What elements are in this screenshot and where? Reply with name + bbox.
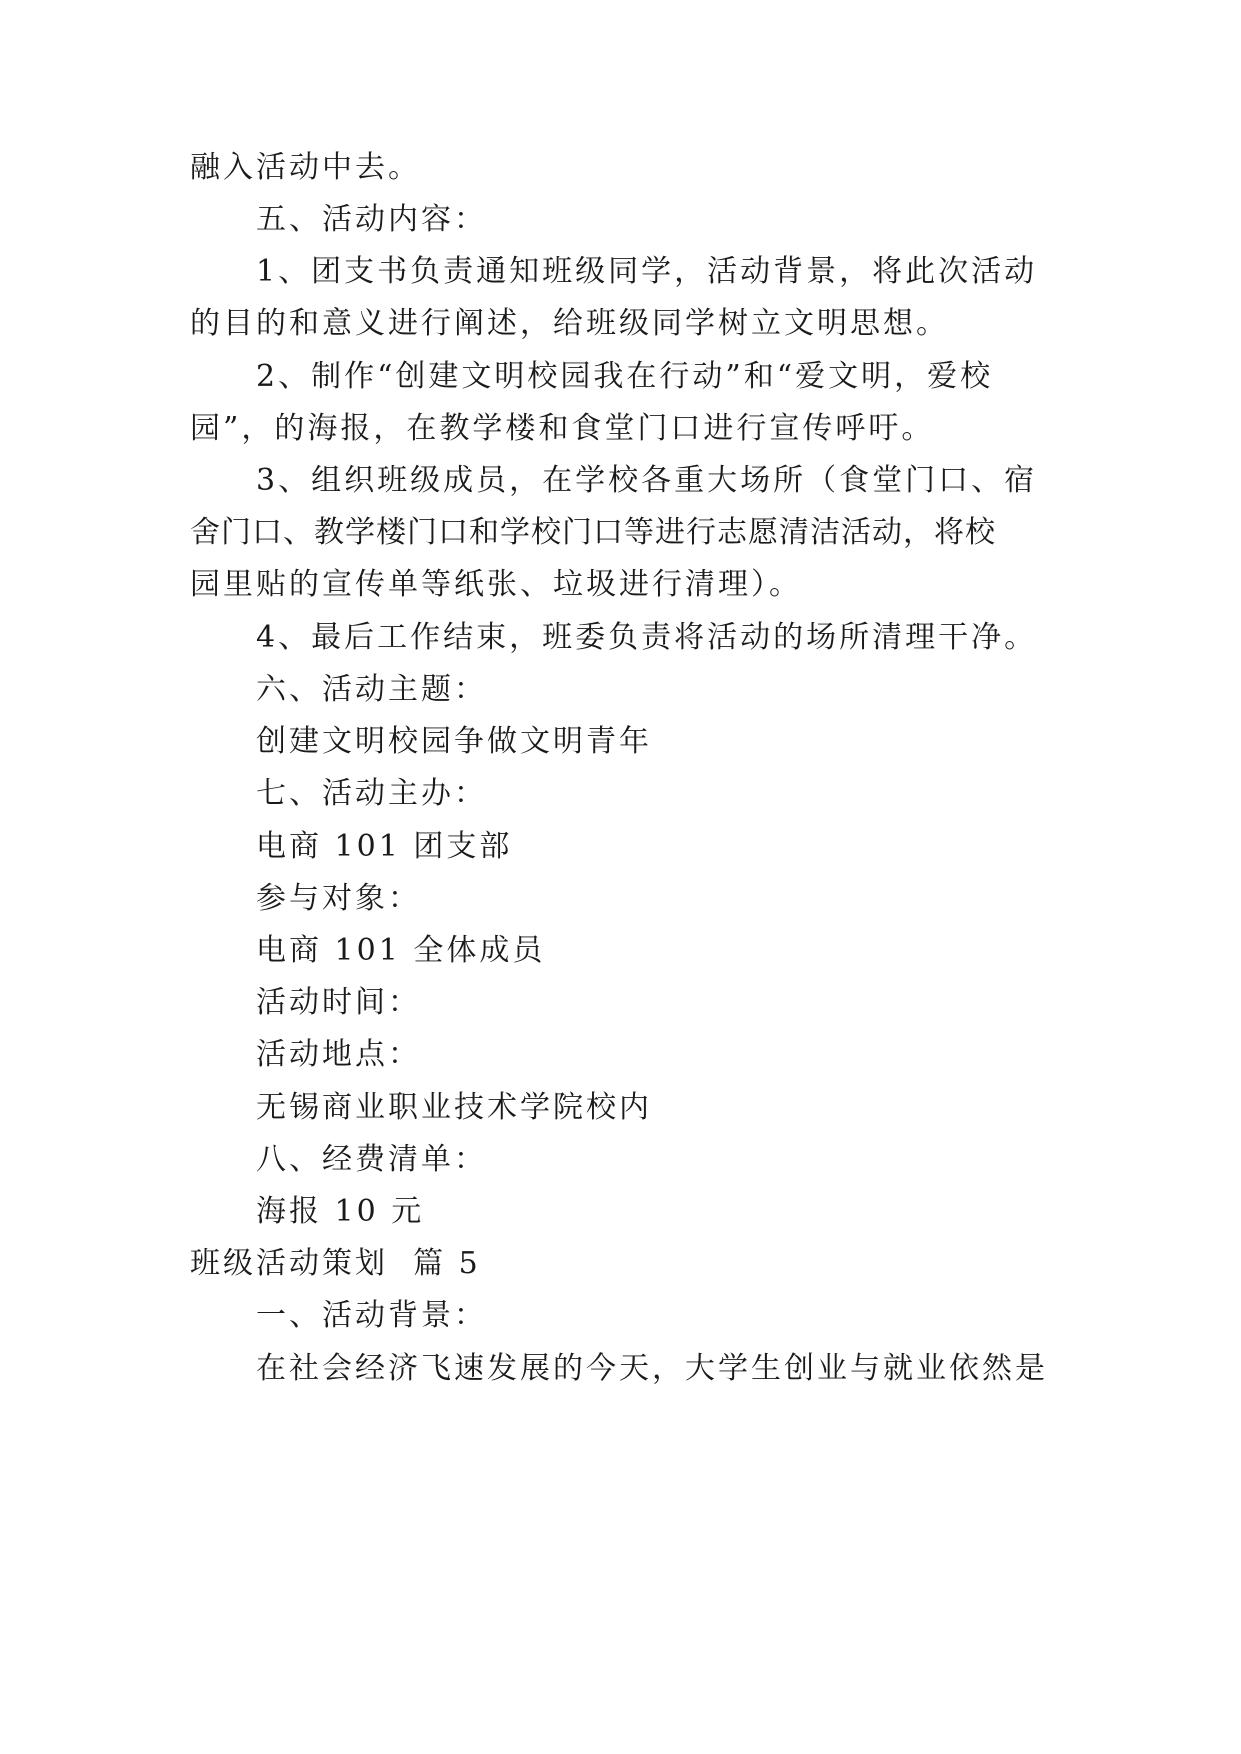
text-line: 活动时间：: [256, 985, 421, 1020]
section-heading: 八、经费清单：: [256, 1142, 487, 1177]
text-line: 电商 101 全体成员: [256, 933, 546, 968]
section-heading: 六、活动主题：: [256, 672, 487, 707]
text-line: 融入活动中去。: [190, 150, 421, 185]
text-line: 无锡商业职业技术学院校内: [256, 1090, 652, 1125]
text-line: 在社会经济飞速发展的今天，大学生创业与就业依然是: [256, 1351, 1048, 1386]
text-line: 的目的和意义进行阐述，给班级同学树立文明思想。: [190, 306, 949, 341]
text-line: 活动地点：: [256, 1037, 421, 1072]
text-line: 园”，的海报，在教学楼和食堂门口进行宣传呼吁。: [190, 411, 935, 446]
text-line: 创建文明校园争做文明青年: [256, 724, 652, 759]
section-heading: 一、活动背景：: [256, 1298, 487, 1333]
text-line: 3、组织班级成员，在学校各重大场所（食堂门口、宿: [256, 463, 1038, 498]
text-line: 1、团支书负责通知班级同学，活动背景，将此次活动: [256, 254, 1038, 289]
section-heading: 七、活动主办：: [256, 776, 487, 811]
text-line: 4、最后工作结束，班委负责将活动的场所清理干净。: [256, 620, 1038, 655]
section-heading: 五、活动内容：: [256, 202, 487, 237]
text-line: 舍门口、教学楼门口和学校门口等进行志愿清洁活动，将校: [190, 515, 996, 550]
text-line: 海报 10 元: [256, 1194, 425, 1229]
text-line: 园里贴的宣传单等纸张、垃圾进行清理）。: [190, 567, 802, 602]
text-line: 电商 101 团支部: [256, 829, 513, 864]
text-line: 参与对象：: [256, 881, 421, 916]
article-title: 班级活动策划 篇 5: [190, 1246, 481, 1281]
text-line: 2、制作“创建文明校园我在行动”和“爱文明，爱校: [256, 359, 994, 394]
